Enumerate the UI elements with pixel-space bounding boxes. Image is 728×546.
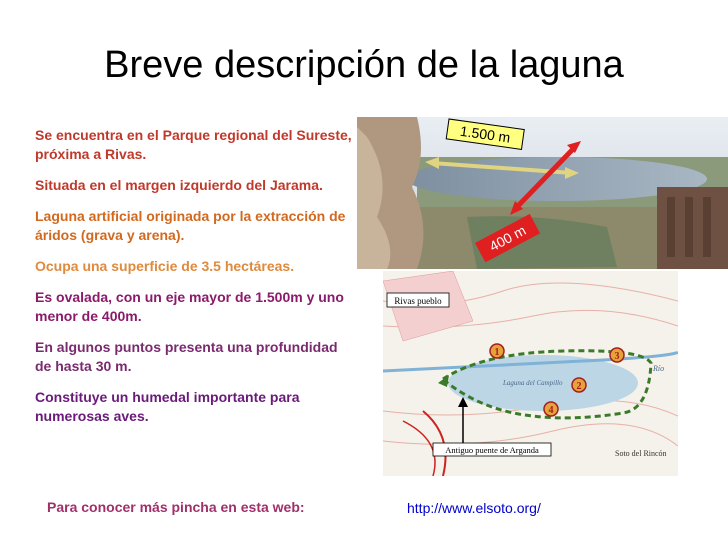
- map-label-river: Río: [653, 364, 665, 373]
- map-marker-3: [610, 348, 624, 362]
- map-marker-4: [544, 402, 558, 416]
- bullet-wetland: Constituye un humedal importante para numerosas aves.: [35, 389, 300, 424]
- svg-text:Rivas pueblo: Rivas pueblo: [394, 296, 442, 306]
- bullet-origin: Laguna artificial originada por la extracción de áridos (grava y arena).: [35, 208, 346, 243]
- bullet-area: Ocupa una superficie de 3.5 hectáreas.: [35, 258, 295, 274]
- svg-text:1.500 m: 1.500 m: [459, 122, 512, 146]
- bullet-margin: Situada en el margen izquierdo del Jarama.: [35, 177, 323, 193]
- more-info-prompt: Para conocer más pincha en esta web:: [47, 499, 305, 515]
- bullet-depth: En algunos puntos presenta una profundidad de hasta 30 m.: [35, 339, 338, 374]
- map-marker-2: [572, 378, 586, 392]
- map-label-lake: Laguna del Campillo: [503, 379, 563, 387]
- svg-text:2: 2: [576, 381, 582, 392]
- svg-text:4: 4: [548, 405, 554, 416]
- elsoto-link[interactable]: http://www.elsoto.org/: [407, 500, 541, 516]
- svg-text:1: 1: [494, 347, 500, 358]
- map-label-town: [387, 293, 449, 307]
- bullet-shape: Es ovalada, con un eje mayor de 1.500m y uno menor de 400m.: [35, 289, 344, 324]
- map-marker-1: [490, 344, 504, 358]
- map-label-soto: Soto del Rincón: [615, 449, 667, 458]
- svg-text:400 m: 400 m: [486, 221, 529, 255]
- topographic-map: [383, 271, 678, 476]
- description-list: [35, 126, 353, 438]
- svg-text:3: 3: [614, 351, 620, 362]
- slide-title: Breve descripción de la laguna: [104, 44, 624, 86]
- bullet-location: Se encuentra en el Parque regional del Sureste, próxima a Rivas.: [35, 127, 352, 162]
- aerial-photo: [357, 117, 728, 269]
- map-label-bridge: [433, 443, 551, 456]
- svg-text:Antiguo puente de Arganda: Antiguo puente de Arganda: [445, 445, 539, 455]
